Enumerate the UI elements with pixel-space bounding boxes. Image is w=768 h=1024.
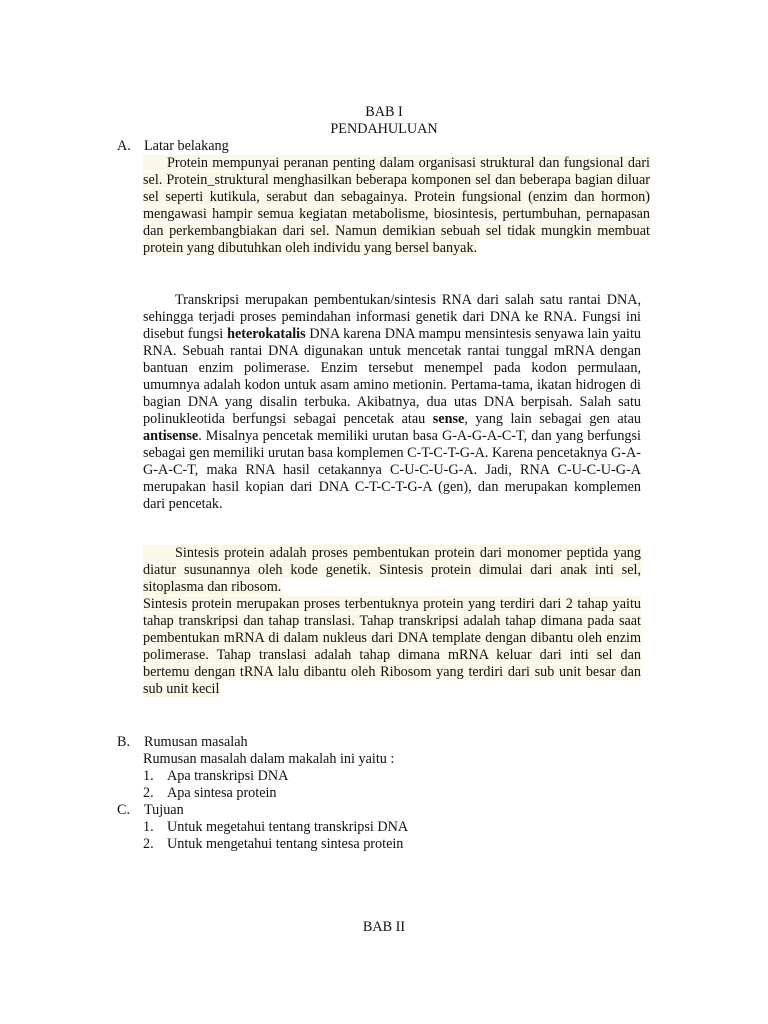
chapter-2-title: BAB II — [362, 919, 406, 935]
list-item — [143, 768, 288, 785]
section-a-heading — [117, 138, 229, 155]
list-item-number: 1. — [143, 768, 154, 784]
list-item-text: Apa transkripsi DNA — [167, 768, 289, 784]
list-item-number: 2. — [143, 836, 154, 852]
list-item — [143, 819, 408, 836]
list-item-number: 2. — [143, 785, 154, 801]
term-sense: sense — [432, 411, 465, 427]
chapter-subtitle: PENDAHULUAN — [330, 121, 438, 137]
list-item — [143, 836, 403, 853]
transkripsi-text-1: Transkripsi merupakan pembentukan/sintesis RNA dari salah satu rantai DNA, sehingga terjadi proses pemindahan informasi genetik dari DNA ke RNA. Fungsi ini disebut fungsi — [143, 292, 641, 342]
section-c-letter: C. — [117, 802, 131, 818]
chapter-title: BAB I — [365, 104, 403, 120]
section-b-letter: B. — [117, 734, 131, 750]
section-c-heading — [117, 802, 184, 819]
section-c-title: Tujuan — [144, 802, 184, 818]
section-b-intro: Rumusan masalah dalam makalah ini yaitu : — [143, 751, 395, 767]
sintesis-2-text: Sintesis protein merupakan proses terbentuknya protein yang terdiri dari 2 tahap yaitu tahap transkripsi dan tahap translasi. Tahap transkripsi adalah tahap dimana pada saat pembentukan mRNA di dalam nukleus dari DNA template dengan dibantu oleh enzim polimerase. Tahap translasi adalah tahap dimana mRNA keluar dari inti sel dan bertemu dengan tRNA lalu dibantu oleh Ribosom yang terdiri dari sub unit besar dan sub unit kecil — [143, 596, 641, 697]
list-item-text: Untuk mengetahui tentang sintesa protein — [167, 836, 404, 852]
section-b-title: Rumusan masalah — [144, 734, 248, 750]
transkripsi-text-3: , yang lain sebagai gen atau — [464, 411, 641, 427]
transkripsi-text-4: . Misalnya pencetak memiliki urutan basa G-A-G-A-C-T, dan yang berfungsi sebagai gen memiliki urutan basa komplemen C-T-C-T-G-A. Karena pencetaknya G-A-G-A-C-T, maka RNA hasil cetakannya C-U-C-U-G-A. Jadi, RNA C-U-C-U-G-A merupakan hasil kopian dari DNA C-T-C-T-G-A (gen), dan merupakan komplemen dari pencetak. — [143, 428, 641, 512]
section-a-letter: A. — [117, 138, 131, 154]
paragraph-protein-text: Protein mempunyai peranan penting dalam organisasi struktural dan fungsional dari sel. Protein_struktural menghasilkan beberapa komponen sel dan beberapa bagian diluar sel seperti kutikula, serabut dan sebagainya. Protein fungsional (enzim dan hormon) mengawasi hampir semua kegiatan metabolisme, biosintesis, pertumbuhan, pernapasan dan perkembangbiakan dari sel. Namun demikian sebuah sel tidak mungkin membuat protein yang dibutuhkan oleh individu yang bersel banyak. — [143, 155, 650, 256]
paragraph-transkripsi — [143, 292, 641, 513]
section-a-title: Latar belakang — [144, 138, 229, 154]
sintesis-1-text: Sintesis protein adalah proses pembentukan protein dari monomer peptida yang diatur susunannya oleh kode genetik. Sintesis protein dimulai dari anak inti sel, sitoplasma dan ribosom. — [143, 545, 641, 595]
term-antisense: antisense — [143, 428, 199, 444]
paragraph-protein — [143, 155, 650, 257]
term-heterokatalis: heterokatalis — [227, 326, 306, 342]
paragraph-sintesis-2 — [143, 596, 641, 698]
paragraph-sintesis-1 — [143, 545, 641, 596]
list-item-number: 1. — [143, 819, 154, 835]
section-b-heading — [117, 734, 248, 751]
list-item-text: Untuk megetahui tentang transkripsi DNA — [167, 819, 409, 835]
transkripsi-text-2: DNA karena DNA mampu mensintesis senyawa lain yaitu RNA. Sebuah rantai DNA digunakan untuk mencetak rantai tunggal mRNA dengan bantuan enzim polimerase. Enzim tersebut menempel pada kodon permulaan, umumnya adalah kodon untuk asam amino metionin. Pertama-tama, ikatan hidrogen di bagian DNA yang disalin terbuka. Akibatnya, dua utas DNA berpisah. Salah satu polinukleotida berfungsi sebagai pencetak atau — [143, 326, 641, 427]
list-item — [143, 785, 277, 802]
list-item-text: Apa sintesa protein — [167, 785, 277, 801]
